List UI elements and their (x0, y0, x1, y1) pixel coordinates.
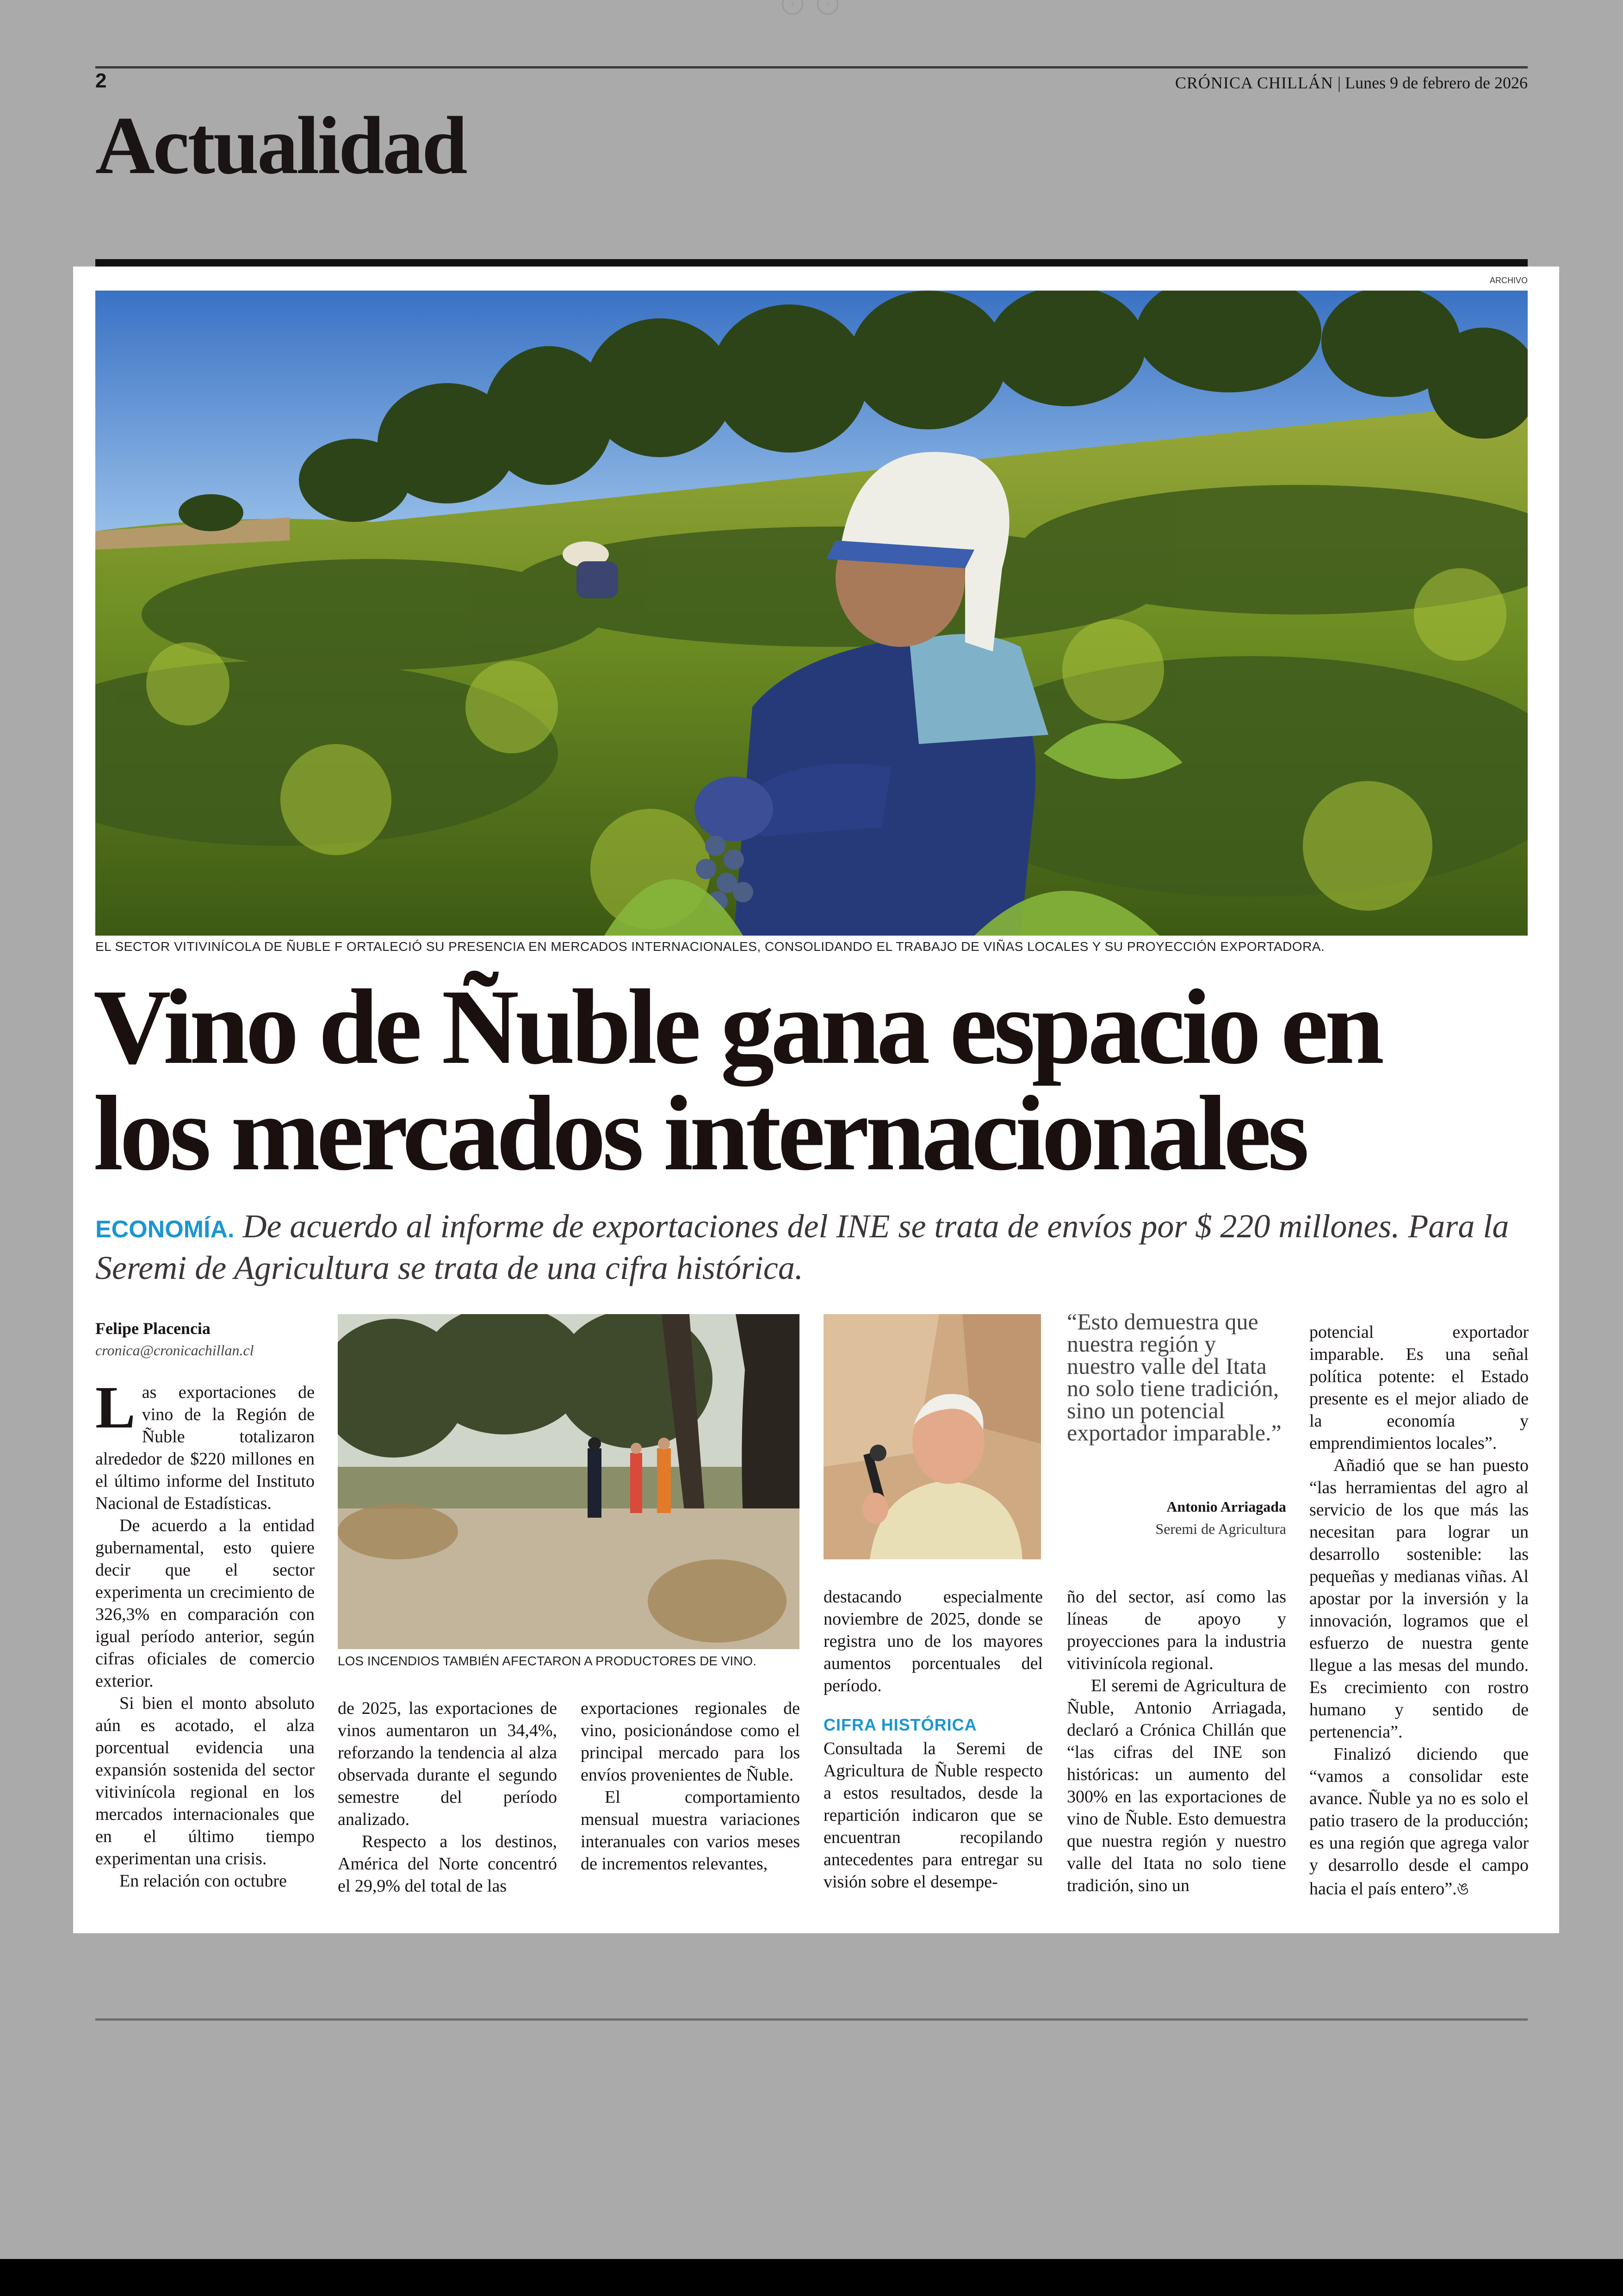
paragraph: de 2025, las exportaciones de vinos aumentaron un 34,4%, reforzando la tendencia al alza observada durante el segundo semestre del período analizado. (338, 1699, 557, 1829)
pull-quote-role: Seremi de Agricultura (1155, 1520, 1286, 1537)
paragraph: El seremi de Agricultura de Ñuble, Antonio Arriagada, declaró a Crónica Chillán que “las cifras del INE son históricas: un aumento del 300% en las exportaciones de vino de Ñuble. Esto demuestra que nuestra región y nuestro valle del Itata no solo tiene tradición, sino un (1067, 1676, 1286, 1895)
paragraph: En relación con octubre (119, 1871, 287, 1891)
hero-caption: EL SECTOR VITIVINÍCOLA DE ÑUBLE F ORTALECIÓ SU PRESENCIA EN MERCADOS INTERNACIONALES, CONSOLIDANDO EL TRABAJO DE VIÑAS LOCALES Y SU PROYECCIÓN EXPORTADORA. (95, 939, 1325, 954)
deck-kicker: ECONOMÍA. (95, 1216, 235, 1243)
article-column-2 (338, 1697, 557, 1897)
header-rule (95, 66, 1528, 68)
footer-rule (95, 2018, 1528, 2021)
vineyard-illustration (95, 291, 1528, 936)
masthead (1175, 73, 1528, 93)
paragraph: exportaciones regionales de vino, posicionándose como el principal mercado para los envíos provenientes de Ñuble. (581, 1699, 800, 1785)
article-column-5 (1067, 1586, 1286, 1897)
burned-vineyard-illustration (338, 1314, 799, 1649)
page-number: 2 (95, 69, 107, 92)
next-page-icon[interactable]: › (817, 0, 838, 15)
headline-line-2: los mercados internacionales (93, 1074, 1306, 1193)
paragraph (95, 1374, 315, 1514)
paragraph-text: Finalizó diciendo que “vamos a consolidar este avance. Ñuble ya no es solo el patio trasero de la producción; es una región que agrega valor y desarrollo desde el campo hacia el país entero”. (1309, 1744, 1529, 1899)
paragraph: destacando especialmente noviembre de 2025, donde se registra uno de los mayores aumentos porcentuales del período. (824, 1587, 1043, 1695)
article-column-3 (581, 1697, 800, 1875)
paragraph: Añadió que se han puesto “las herramientas del agro al servicio de los que más las necesitan para lograr un desarrollo sostenible: las pequeñas y medianas viñas. Al apostar por la inversión y la innovación, logramos que el esfuerzo de nuestra gente llegue a las mesas del mundo. Es crecimiento con rostro humano y sentido de pertenencia”. (1309, 1456, 1529, 1742)
section-title: Actualidad (95, 99, 466, 191)
viewer-bottom-bar (0, 2259, 1623, 2296)
wildfire-photo (338, 1314, 799, 1649)
viewer-page-nav (782, 0, 847, 14)
article-column-6 (1309, 1321, 1529, 1904)
paragraph: Respecto a los destinos, América del Norte concentró el 29,9% del total de las (338, 1832, 557, 1896)
byline-email[interactable]: cronica@cronicachillan.cl (95, 1342, 254, 1359)
paragraph: Consultada la Seremi de Agricultura de Ñuble respecto a estos resultados, desde la repartición indicaron que se encuentran recopilando antecedentes para entregar su visión sobre el desempe- (824, 1739, 1043, 1892)
issue-date: Lunes 9 de febrero de 2026 (1345, 74, 1528, 92)
end-of-article-icon: ঙ (1456, 1880, 1469, 1899)
paragraph: De acuerdo a la entidad gubernamental, esto quiere decir que el sector experimenta un crecimiento de 326,3% en comparación con igual período anterior, según cifras oficiales de comercio exterior. (95, 1516, 315, 1691)
subheading: CIFRA HISTÓRICA (824, 1715, 977, 1734)
headline (93, 968, 1537, 1193)
byline-author: Felipe Placencia (95, 1319, 211, 1338)
seremi-portrait-photo (824, 1314, 1041, 1559)
paragraph (1309, 1743, 1529, 1904)
headline-line-1: Vino de Ñuble gana espacio en (93, 968, 1381, 1086)
hero-photo (95, 291, 1528, 936)
drop-cap: L (95, 1374, 136, 1441)
article-column-4 (824, 1586, 1043, 1893)
wildfire-photo-caption: LOS INCENDIOS TAMBIÉN AFECTARON A PRODUCTORES DE VINO. (338, 1654, 756, 1668)
paragraph: El comportamiento mensual muestra variaciones interanuales con varios meses de incrementos relevantes, (581, 1787, 800, 1874)
photo-credit: ARCHIVO (1489, 276, 1528, 285)
publication-name: CRÓNICA CHILLÁN (1175, 74, 1333, 92)
deck (95, 1205, 1539, 1289)
paragraph: ño del sector, así como las líneas de apoyo y proyecciones para la industria vitivinícola regional. (1067, 1587, 1286, 1673)
paragraph: potencial exportador imparable. Es una señal política potente: el Estado presente es el mejor aliado de la economía y emprendimientos locales”. (1309, 1322, 1529, 1453)
paragraph-text: as exportaciones de vino de la Región de Ñuble totalizaron alrededor de $220 millones en el último informe del Instituto Nacional de Estadísticas. (95, 1383, 315, 1513)
pull-quote: “Esto demuestra que nuestra región y nuestro valle del Itata no solo tiene tradición, sino un potencial exportador imparable.” (1067, 1309, 1282, 1446)
masthead-separator: | (1337, 74, 1341, 92)
pull-quote-author: Antonio Arriagada (1166, 1498, 1286, 1515)
speaker-illustration (824, 1314, 1041, 1559)
article-column-1 (95, 1374, 315, 1892)
previous-page-icon[interactable]: ‹ (782, 0, 803, 15)
paragraph: Si bien el monto absoluto aún es acotado, el alza porcentual evidencia una expansión sostenida del sector vitivinícola regional en los mercados internacionales que en el último tiempo experimentan una crisis. (95, 1694, 315, 1868)
deck-text: De acuerdo al informe de exportaciones del INE se trata de envíos por $ 220 millones. Para la Seremi de Agricultura se trata de una cifra histórica. (95, 1208, 1509, 1286)
